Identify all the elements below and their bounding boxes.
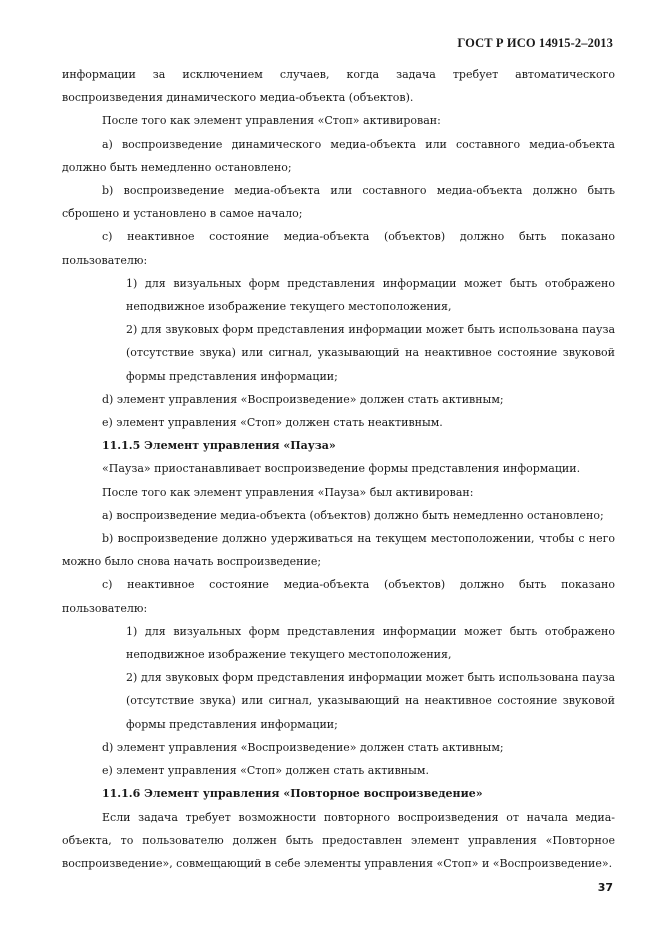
sub-item-2: 2) для звуковых форм представления информации может быть использована пауза (отсутствие звука) или сигнал, указывающий на неактивное состояние звуковой формы представления информации; [126,323,615,383]
paragraph-replay: Если задача требует возможности повторного воспроизведения от начала медиа-объекта, то пользователю должен быть предоставлен элемент управления «Повторное воспроизведение», совмещающий в себе элементы управления «Стоп» и «Воспроизведение». [62,810,615,870]
document-body [62,63,615,875]
page-number: 37 [597,881,613,894]
sub-item-1: 1) для визуальных форм представления информации может быть отображено неподвижное изображение текущего местоположения, [126,624,615,662]
list-item-d: d) элемент управления «Воспроизведение» должен стать активным; [102,740,504,754]
paragraph-pause-desc: «Пауза» приостанавливает воспроизведение формы представления информации. [102,462,581,476]
list-item-e: e) элемент управления «Стоп» должен стать неактивным. [102,416,443,430]
sub-item-1: 1) для визуальных форм представления информации может быть отображено неподвижное изображение текущего местоположения, [126,276,615,314]
paragraph-pause-intro: После того как элемент управления «Пауза» был активирован: [102,485,474,499]
list-item-a: a) воспроизведение динамического медиа-объекта или составного медиа-объекта должно быть немедленно остановлено; [62,137,615,174]
list-item-d: d) элемент управления «Воспроизведение» должен стать активным; [102,392,504,406]
sub-item-2: 2) для звуковых форм представления информации может быть использована пауза (отсутствие звука) или сигнал, указывающий на неактивное состояние звуковой формы представления информации; [126,671,615,731]
list-item-c: c) неактивное состояние медиа-объекта (объектов) должно быть показано пользователю: [62,578,615,615]
paragraph-stop-intro: После того как элемент управления «Стоп» активирован: [102,114,441,128]
paragraph-continuation: информации за исключением случаев, когда задача требует автоматического воспроизведения динамического медиа-объекта (объектов). [62,68,615,105]
list-item-b: b) воспроизведение медиа-объекта или составного медиа-объекта должно быть сброшено и установлено в самое начало; [62,184,615,221]
list-item-a: a) воспроизведение медиа-объекта (объектов) должно быть немедленно остановлено; [102,508,604,522]
section-heading-pause: 11.1.5 Элемент управления «Пауза» [102,439,336,453]
list-item-c: c) неактивное состояние медиа-объекта (объектов) должно быть показано пользователю: [62,230,615,267]
section-heading-replay: 11.1.6 Элемент управления «Повторное воспроизведение» [102,787,483,801]
list-item-e: e) элемент управления «Стоп» должен стать активным. [102,764,429,778]
standard-header: ГОСТ Р ИСО 14915-2–2013 [457,36,613,50]
list-item-b: b) воспроизведение должно удерживаться на текущем местоположении, чтобы с него можно было снова начать воспроизведение; [62,532,615,569]
